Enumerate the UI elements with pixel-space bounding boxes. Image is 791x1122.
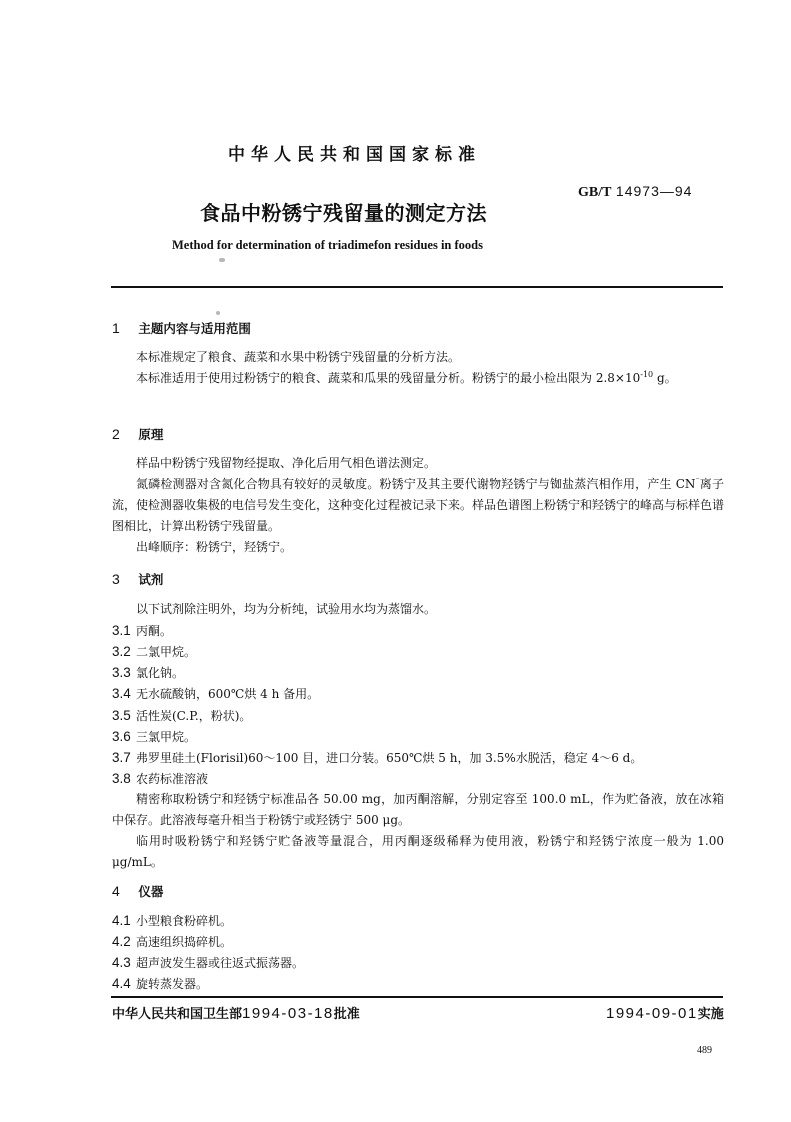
item-text: 三氯甲烷。	[136, 730, 197, 744]
principle-text: 氮磷检测器对含氮化合物具有较好的灵敏度。粉锈宁及其主要代谢物羟锈宁与铷盐蒸汽相作用，产生 CN	[136, 477, 696, 491]
section-number: 4	[112, 883, 120, 899]
document-title-en: Method for determination of triadimefon residues in foods	[172, 238, 483, 252]
instrument-item	[112, 973, 208, 995]
unit-text: g。	[653, 371, 677, 385]
item-text: 高速组织捣碎机。	[136, 935, 233, 949]
item-number: 3.1	[112, 623, 131, 638]
section-1-paragraph: 本标准规定了粮食、蔬菜和水果中粉锈宁残留量的分析方法。	[136, 350, 461, 364]
item-text: 二氯甲烷。	[136, 645, 197, 659]
item-number: 4.4	[112, 976, 131, 991]
header-rule	[111, 286, 723, 288]
approval-suffix: 批准	[333, 1007, 360, 1022]
item-text: 无水硫酸钠，600℃烘 4 h 备用。	[136, 687, 320, 701]
section-3-intro: 以下试剂除注明外，均为分析纯，试验用水均为蒸馏水。	[136, 602, 437, 616]
approver: 中华人民共和国卫生部	[112, 1007, 243, 1022]
document-title-cn: 食品中粉锈宁残留量的测定方法	[200, 201, 487, 225]
item-number: 3.7	[112, 750, 131, 765]
item-number: 3.3	[112, 665, 131, 680]
section-3-heading	[112, 570, 163, 588]
footer-rule	[111, 996, 723, 998]
superscript-minus: ⁻	[695, 476, 700, 485]
section-number: 1	[112, 320, 120, 336]
instrument-item	[112, 952, 304, 974]
section-1-heading	[112, 319, 251, 337]
section-1-paragraph	[112, 368, 724, 389]
standard-solution-paragraph: 精密称取粉锈宁和羟锈宁标准品各 50.00 mg，加丙酮溶解，分别定容至 100.0 mL，作为贮备液，放在冰箱中保存。此溶液每毫升相当于粉锈宁或羟锈宁 500 μg。	[112, 792, 724, 827]
item-number: 4.3	[112, 955, 131, 970]
item-text: 超声波发生器或往返式振荡器。	[136, 956, 305, 970]
item-number: 3.4	[112, 686, 131, 701]
standard-code	[578, 183, 692, 201]
exponent: -10	[640, 370, 654, 379]
item-text: 弗罗里硅土(Florisil)60～100 目，进口分装。650℃烘 5 h，加 3.5%水脱活，稳定 4～6 d。	[136, 751, 643, 765]
item-text: 农药标准溶液	[136, 772, 209, 786]
scan-speck	[216, 311, 220, 315]
section-2-paragraph	[112, 474, 724, 537]
item-number: 4.1	[112, 913, 131, 928]
standard-code-prefix: GB/T	[578, 185, 612, 200]
section-2-heading	[112, 425, 163, 443]
section-title: 仪器	[138, 884, 164, 899]
reagent-item	[112, 726, 196, 748]
approval-date: 1994-03-18	[242, 1005, 334, 1022]
effective-line	[606, 1003, 724, 1022]
item-text: 小型粮食粉碎机。	[136, 914, 233, 928]
item-text: 活性炭(C.P.，粉状)。	[136, 709, 252, 723]
standard-solution-paragraph: 临用时吸粉锈宁和羟锈宁贮备液等量混合，用丙酮逐级稀释为使用液，粉锈宁和羟锈宁浓度一般为 1.00 μg/mL。	[112, 834, 724, 869]
principle-text-cont: 离子流，使检测器收集极的电信号发生变化，这种变化过程被记录下来。样品色谱图上粉锈宁和羟锈宁的峰高与标样色谱图相比，计算出粉锈宁残留量。	[112, 477, 725, 533]
reagent-item	[112, 662, 184, 684]
reagent-item	[112, 641, 196, 663]
reagent-item	[112, 683, 319, 705]
scan-speck	[219, 258, 225, 262]
national-standard-heading: 中华人民共和国国家标准	[228, 145, 481, 165]
detection-limit-text: 本标准适用于使用过粉锈宁的粮食、蔬菜和瓜果的残留量分析。粉锈宁的最小检出限为 2.8×10	[136, 371, 641, 385]
item-number: 4.2	[112, 934, 131, 949]
section-2-paragraph: 样品中粉锈宁残留物经提取、净化后用气相色谱法测定。	[136, 456, 437, 470]
instrument-item	[112, 931, 232, 953]
reagent-item	[112, 705, 251, 727]
item-number: 3.6	[112, 729, 131, 744]
page-number: 489	[697, 1045, 712, 1056]
section-title: 原理	[138, 427, 164, 442]
section-4-heading	[112, 882, 163, 900]
item-number: 3.5	[112, 708, 131, 723]
instrument-item	[112, 910, 232, 932]
item-number: 3.2	[112, 644, 131, 659]
standard-code-number: 14973—94	[615, 183, 693, 199]
section-title: 主题内容与适用范围	[138, 321, 251, 336]
section-number: 3	[112, 571, 120, 587]
section-title: 试剂	[138, 572, 164, 587]
section-2-paragraph: 出峰顺序：粉锈宁，羟锈宁。	[136, 540, 293, 554]
effective-date: 1994-09-01	[606, 1005, 698, 1022]
reagent-item	[112, 768, 208, 790]
reagent-item	[112, 747, 642, 769]
item-text: 氯化钠。	[136, 666, 185, 680]
approval-line	[112, 1003, 360, 1022]
section-number: 2	[112, 426, 120, 442]
item-text: 丙酮。	[136, 624, 173, 638]
reagent-item	[112, 620, 172, 642]
item-number: 3.8	[112, 771, 131, 786]
item-text: 旋转蒸发器。	[136, 977, 209, 991]
effective-suffix: 实施	[697, 1007, 724, 1022]
